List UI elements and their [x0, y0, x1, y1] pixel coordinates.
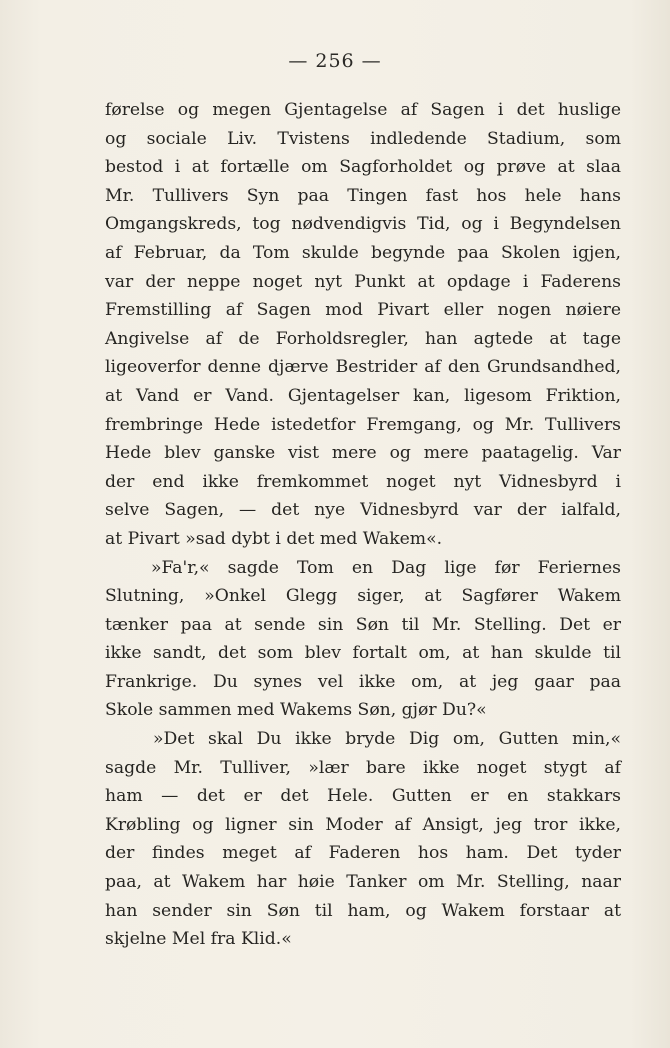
text-line: og sociale Liv. Tvistens indledende Stadium, som	[105, 128, 621, 149]
text-line: Skole sammen med Wakems Søn, gjør Du?«	[105, 700, 487, 721]
text-line: af Februar, da Tom skulde begynde paa Skolen igjen,	[105, 242, 621, 263]
text-line: skjelne Mel fra Klid.«	[105, 929, 292, 950]
text-line: selve Sagen, — det nye Vidnesbyrd var der ialfald,	[105, 500, 621, 521]
text-line: at Vand er Vand. Gjentagelser kan, ligesom Friktion,	[105, 385, 621, 406]
text-line: Omgangskreds, tog nødvendigvis Tid, og i Begyndelsen	[105, 214, 621, 235]
text-line: »Det skal Du ikke bryde Dig om, Gutten min,«	[153, 729, 621, 750]
text-line: ikke sandt, det som blev fortalt om, at han skulde til	[105, 643, 621, 664]
page-number: — 256 —	[288, 50, 382, 72]
body-text	[105, 96, 621, 954]
text-line: Angivelse af de Forholdsregler, han agtede at tage	[105, 328, 621, 349]
text-line: Fremstilling af Sagen mod Pivart eller nogen nøiere	[105, 300, 621, 321]
text-line: at Pivart »sad dybt i det med Wakem«.	[105, 528, 443, 549]
text-line: paa, at Wakem har høie Tanker om Mr. Stelling, naar	[105, 872, 621, 893]
text-line: der findes meget af Faderen hos ham. Det tyder	[105, 843, 621, 864]
text-line: bestod i at fortælle om Sagforholdet og prøve at slaa	[105, 157, 621, 178]
text-line: Krøbling og ligner sin Moder af Ansigt, jeg tror ikke,	[105, 814, 621, 835]
text-line: Frankrige. Du synes vel ikke om, at jeg gaar paa	[105, 671, 621, 692]
text-line: Mr. Tullivers Syn paa Tingen fast hos hele hans	[105, 185, 621, 206]
text-line: sagde Mr. Tulliver, »lær bare ikke noget stygt af	[105, 757, 621, 778]
text-line: Slutning, »Onkel Glegg siger, at Sagfører Wakem	[105, 586, 621, 607]
text-line: ham — det er det Hele. Gutten er en stakkars	[105, 786, 621, 807]
text-line: Hede blev ganske vist mere og mere paatagelig. Var	[105, 443, 621, 464]
text-line: ligeoverfor denne djærve Bestrider af den Grundsandhed,	[105, 357, 621, 378]
text-line: tænker paa at sende sin Søn til Mr. Stelling. Det er	[105, 614, 621, 635]
text-line: var der neppe noget nyt Punkt at opdage i Faderens	[105, 271, 621, 292]
text-line: han sender sin Søn til ham, og Wakem forstaar at	[105, 900, 621, 921]
text-line: »Fa'r,« sagde Tom en Dag lige før Feriernes	[151, 557, 621, 578]
text-line: førelse og megen Gjentagelse af Sagen i det huslige	[105, 100, 621, 120]
text-line: frembringe Hede istedetfor Fremgang, og Mr. Tullivers	[105, 414, 621, 435]
text-line: der end ikke fremkommet noget nyt Vidnesbyrd i	[105, 471, 621, 492]
